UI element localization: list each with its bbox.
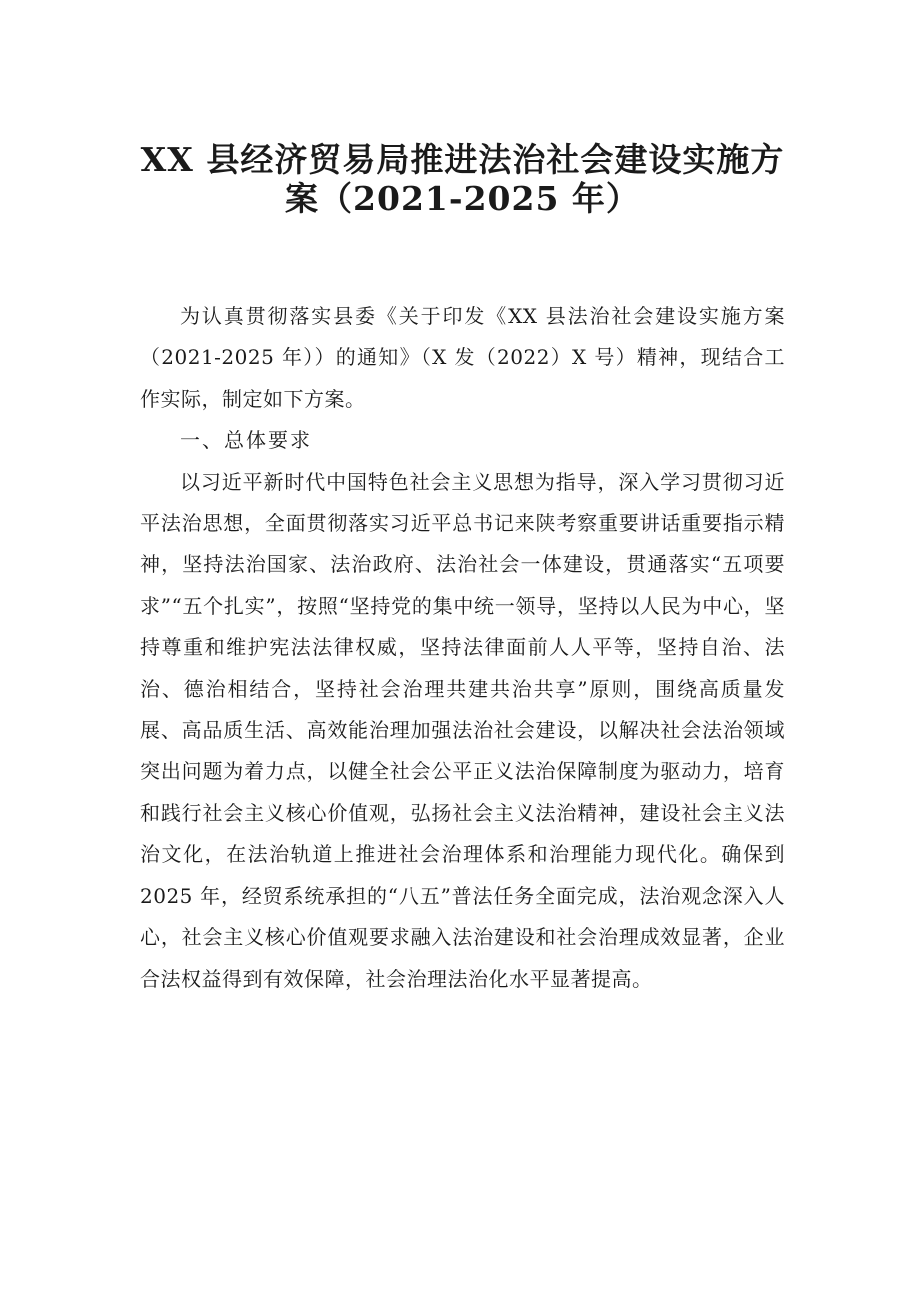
document-title-line-2: 案（2021-2025 年） <box>285 179 640 218</box>
body-paragraph: 以习近平新时代中国特色社会主义思想为指导，深入学习贯彻习近平法治思想，全面贯彻落实习近平总书记来陕考察重要讲话重要指示精神，坚持法治国家、法治政府、法治社会一体建设，贯通落实“五项要求”“五个扎实”，按照“坚持党的集中统一领导，坚持以人民为中心，坚持尊重和维护宪法法律权威，坚持法律面前人人平等，坚持自治、法治、德治相结合，坚持社会治理共建共治共享”原则，围绕高质量发展、高品质生活、高效能治理加强法治社会建设，以解决社会法治领域突出问题为着力点，以健全社会公平正义法治保障制度为驱动力，培育和践行社会主义核心价值观，弘扬社会主义法治精神，建设社会主义法治文化，在法治轨道上推进社会治理体系和治理能力现代化。确保到 2025 年，经贸系统承担的“八五”普法任务全面完成，法治观念深入人心，社会主义核心价值观要求融入法治建设和社会治理成效显著，企业合法权益得到有效保障，社会治理法治化水平显著提高。 <box>140 469 785 991</box>
section-heading: 一、总体要求 <box>180 428 312 453</box>
intro-paragraph: 为认真贯彻落实县委《关于印发《XX 县法治社会建设实施方案（2021-2025 年））的通知》（X 发（2022）X 号）精神，现结合工作实际，制定如下方案。 <box>140 304 785 411</box>
document-body <box>140 296 785 1000</box>
document-title-line-1: XX 县经济贸易局推进法治社会建设实施方 <box>140 140 785 179</box>
